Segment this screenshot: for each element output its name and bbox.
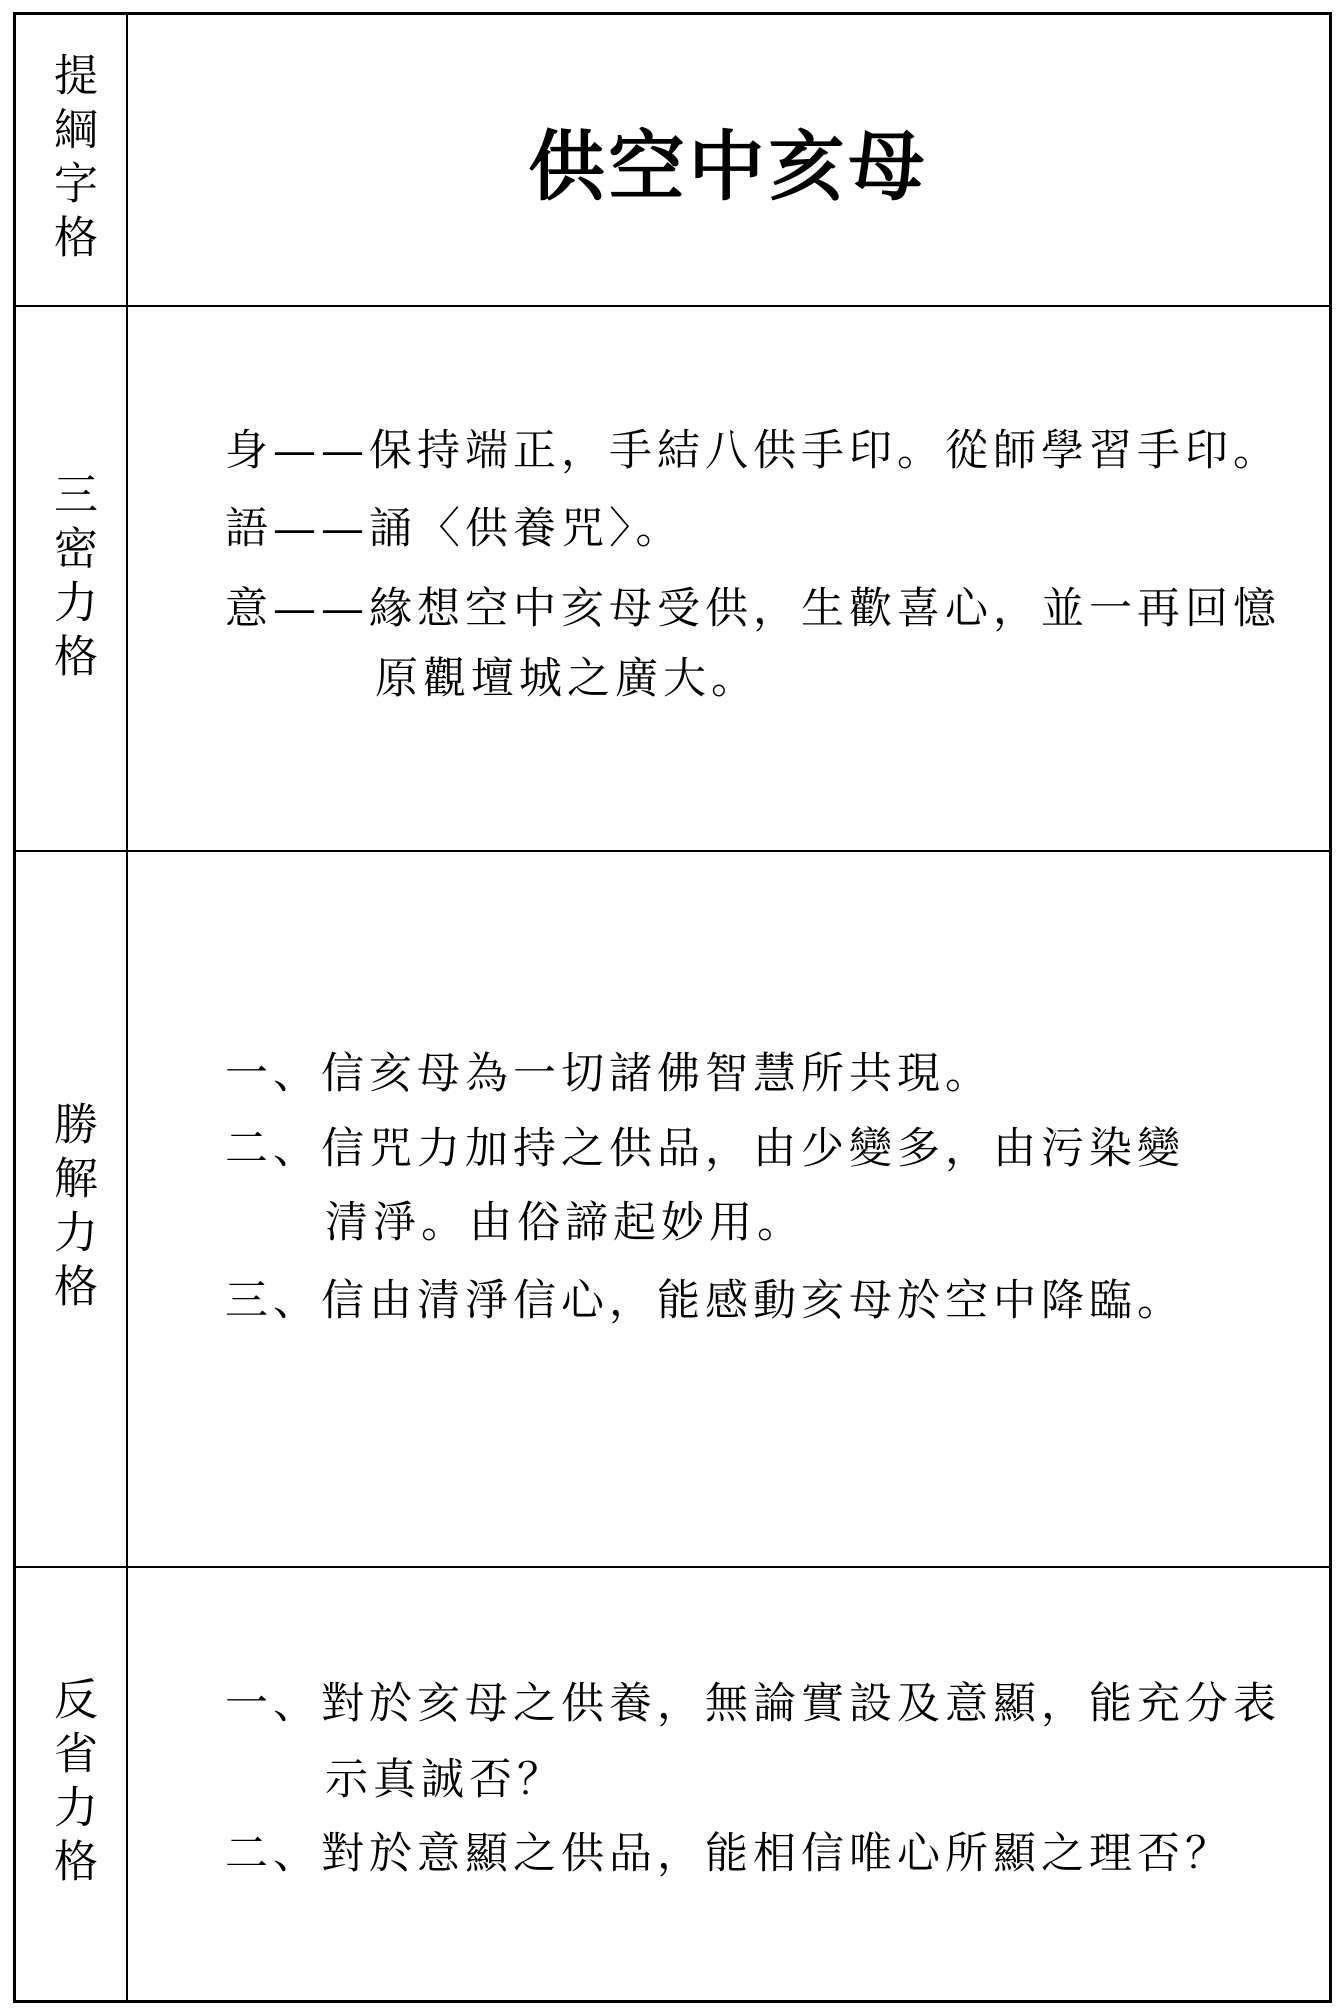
fanxing-content-cell xyxy=(128,1568,1329,2000)
shengjie-line-1: 一、信亥母為一切諸佛智慧所共現。 xyxy=(225,1049,993,1099)
sanmi-row xyxy=(16,305,1329,850)
shengjie-label: 勝解力格 xyxy=(46,1101,97,1317)
fanxing-label-cell xyxy=(16,1568,128,2000)
fanxing-line-2: 二、對於意顯之供品，能相信唯心所顯之理否？ xyxy=(225,1829,1233,1879)
shengjie-label-cell xyxy=(16,852,128,1566)
sanmi-line-speech: 語——誦〈供養咒〉。 xyxy=(225,504,684,554)
shengjie-content-cell xyxy=(128,852,1329,1566)
sanmi-line-mind: 意——緣想空中亥母受供，生歡喜心，並一再回憶 xyxy=(225,584,1281,634)
fanxing-row xyxy=(16,1566,1329,2000)
fanxing-line-1-cont: 示真誠否？ xyxy=(325,1755,565,1805)
fanxing-label: 反省力格 xyxy=(46,1676,97,1892)
worksheet-table xyxy=(13,12,1332,2003)
shengjie-line-3: 三、信由清淨信心，能感動亥母於空中降臨。 xyxy=(225,1276,1185,1326)
header-row xyxy=(16,15,1329,305)
sanmi-line-mind-cont: 原觀壇城之廣大。 xyxy=(375,654,759,704)
page-title: 供空中亥母 xyxy=(528,121,929,211)
sanmi-label-cell xyxy=(16,307,128,850)
sanmi-line-body: 身——保持端正，手結八供手印。從師學習手印。 xyxy=(225,426,1281,476)
header-content-cell xyxy=(128,15,1329,305)
shengjie-line-2: 二、信咒力加持之供品，由少變多，由污染變 xyxy=(225,1124,1185,1174)
fanxing-line-1: 一、對於亥母之供養，無論實設及意顯，能充分表 xyxy=(225,1679,1281,1729)
sanmi-label: 三密力格 xyxy=(46,470,97,687)
shengjie-row xyxy=(16,850,1329,1566)
shengjie-line-2-cont: 清淨。由俗諦起妙用。 xyxy=(325,1198,805,1248)
header-label: 提綱字格 xyxy=(46,52,97,268)
sanmi-content-cell xyxy=(128,307,1329,850)
header-label-cell xyxy=(16,15,128,305)
